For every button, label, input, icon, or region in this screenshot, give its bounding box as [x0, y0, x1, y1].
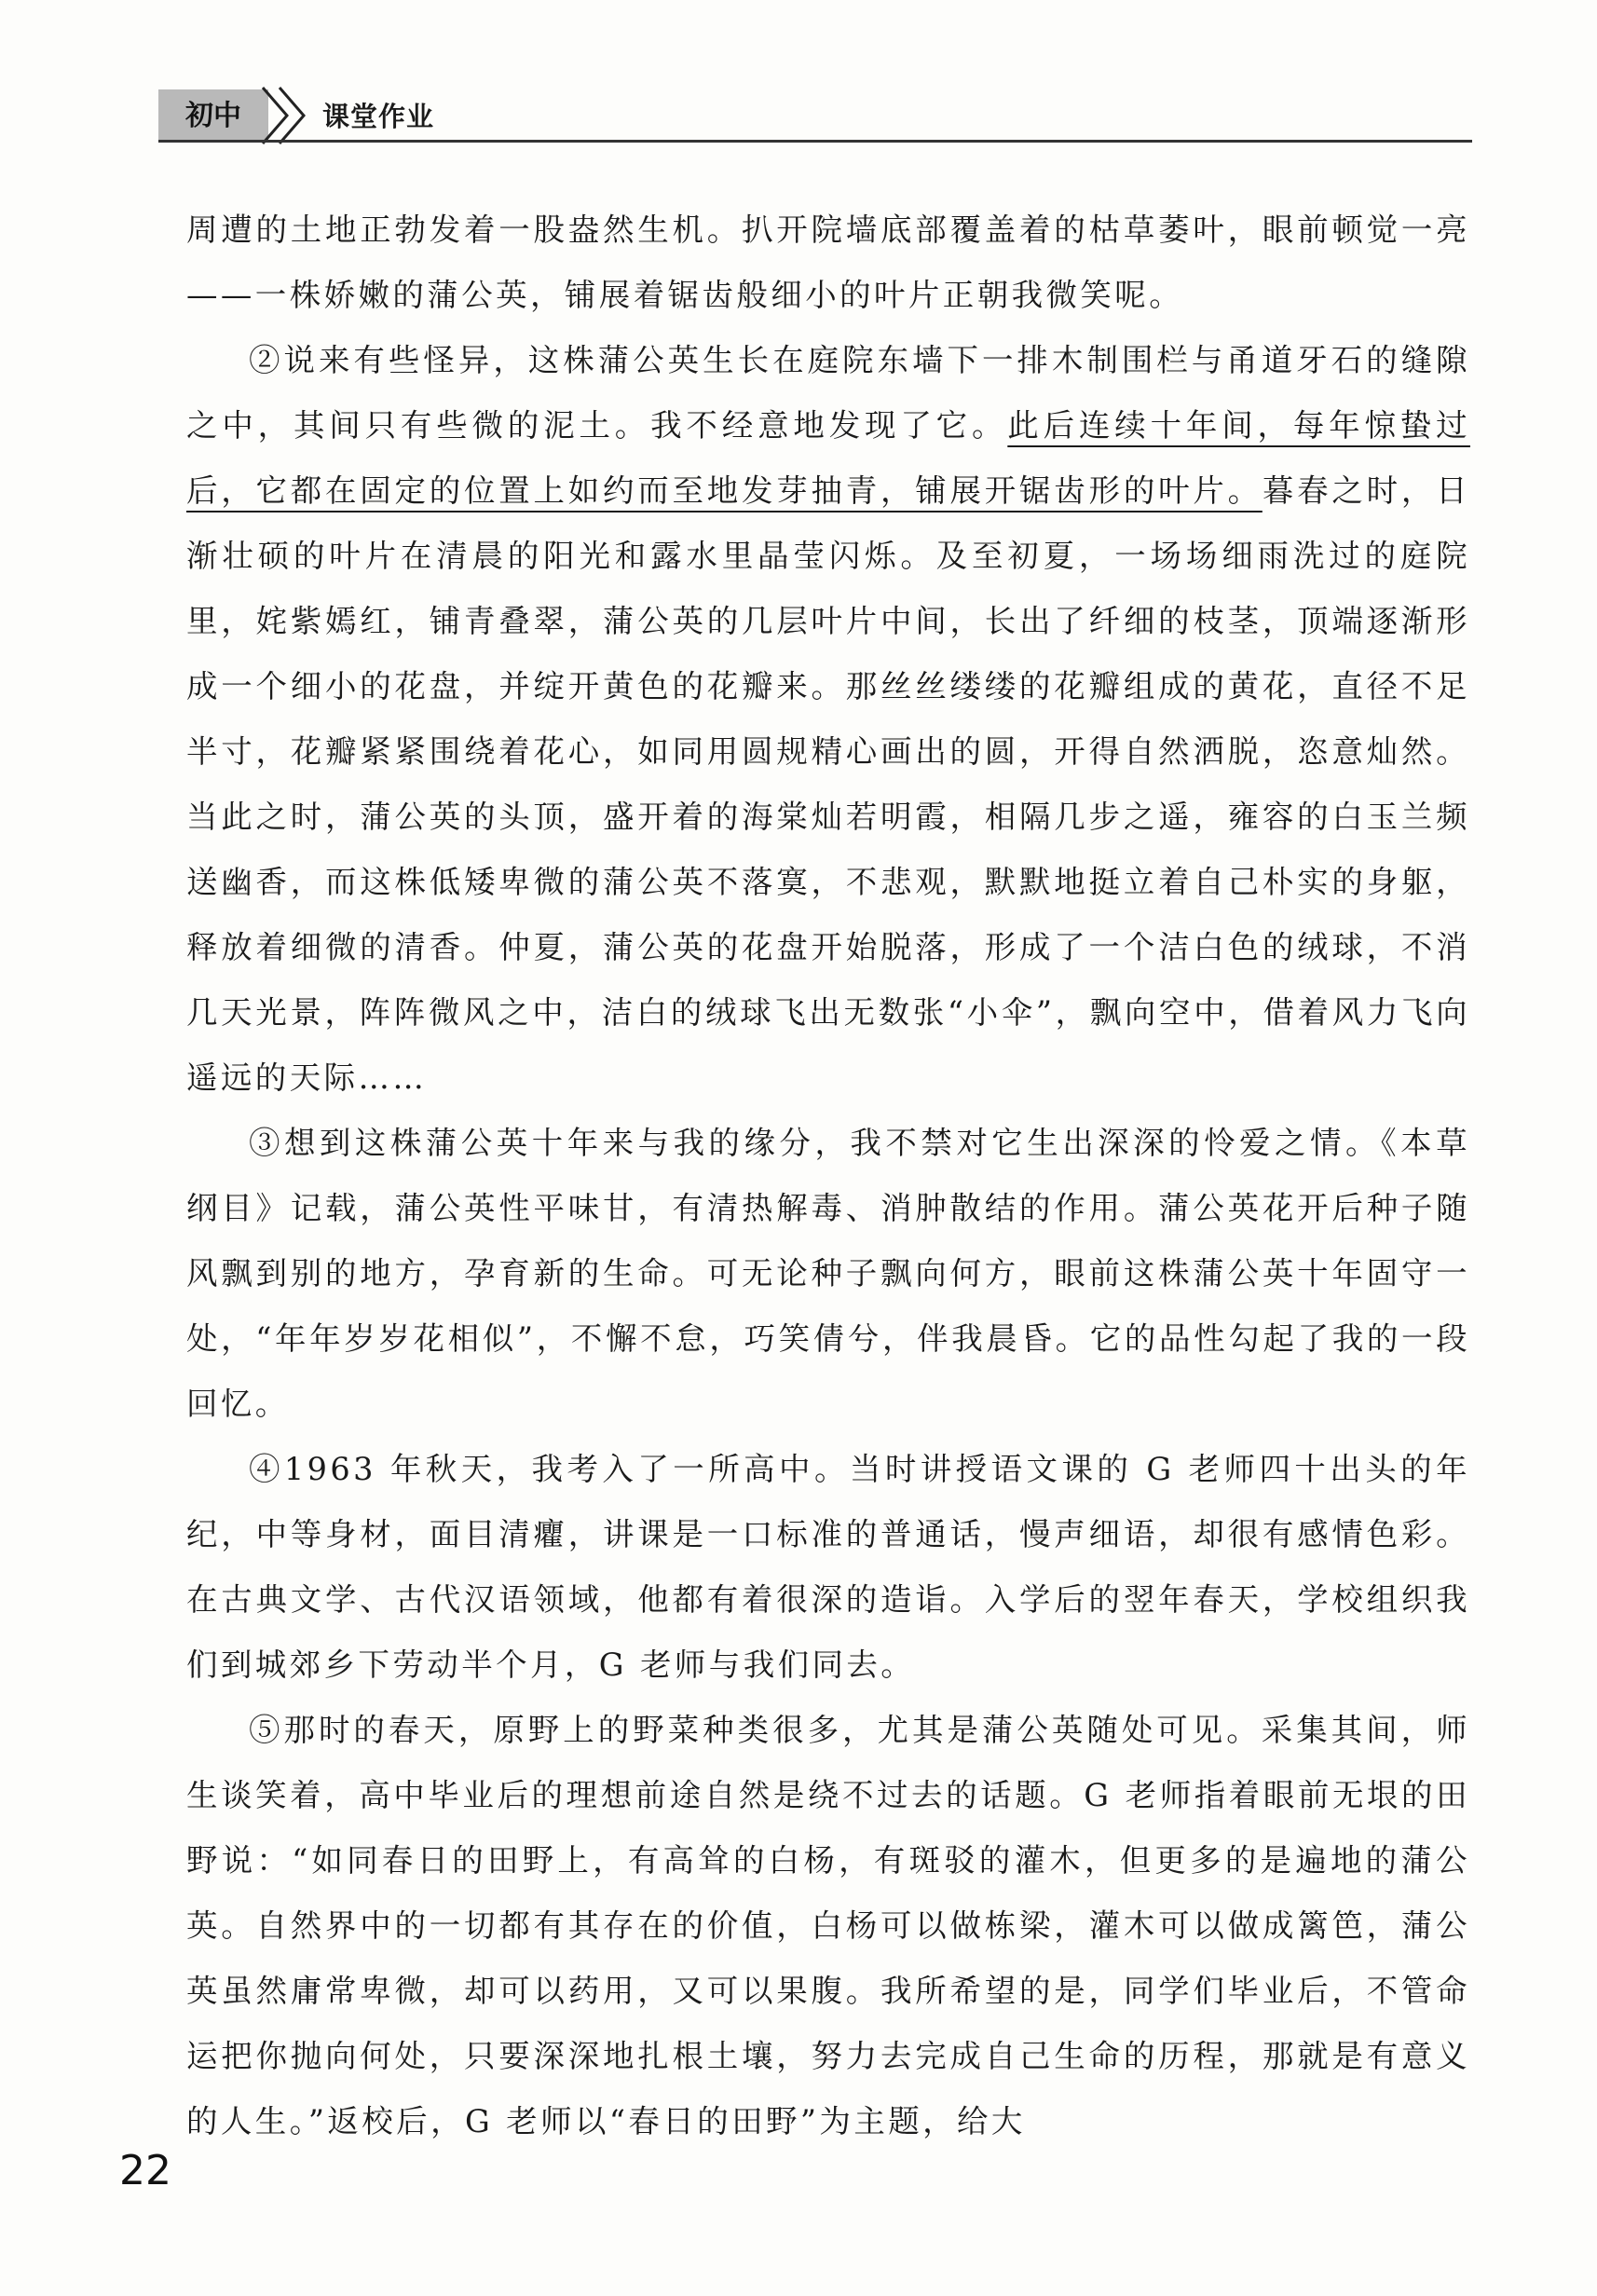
grade-label: 初中 — [158, 89, 268, 142]
paragraph-5: ⑤那时的春天，原野上的野菜种类很多，尤其是蒲公英随处可见。采集其间，师生谈笑着，高中毕业后的理想前途自然是绕不过去的话题。G 老师指着眼前无垠的田野说：“如同春日的田野上，有高耸的白杨，有斑驳的灌木，但更多的是遍地的蒲公英。自然界中的一切都有其存在的价值，白杨可以做栋梁，灌木可以做成篱笆，蒲公英虽然庸常卑微，却可以药用，又可以果腹。我所希望的是，同学们毕业后，不管命运把你抛向何处，只要深深地扎根土壤，努力去完成自己生命的历程，那就是有意义的人生。”返校后，G 老师以“春日的田野”为主题，给大 — [186, 1712, 1470, 2139]
page-number: 22 — [119, 2147, 171, 2194]
underlined-sentence: 此后连续十年间，每年惊蛰过后，它都在固定的位置上如约而至地发芽抽青，铺展开锯齿形的叶片。 — [186, 407, 1470, 509]
page-header — [158, 89, 1472, 142]
paragraph-2-text-b: 暮春之时，日渐壮硕的叶片在清晨的阳光和露水里晶莹闪烁。及至初夏，一场场细雨洗过的庭院里，姹紫嫣红，铺青叠翠，蒲公英的几层叶片中间，长出了纤细的枝茎，顶端逐渐形成一个细小的花盘，并绽开黄色的花瓣来。那丝丝缕缕的花瓣组成的黄花，直径不足半寸，花瓣紧紧围绕着花心，如同用圆规精心画出的圆，开得自然洒脱，恣意灿然。当此之时，蒲公英的头顶，盛开着的海棠灿若明霞，相隔几步之遥，雍容的白玉兰频送幽香，而这株低矮卑微的蒲公英不落寞，不悲观，默默地挺立着自己朴实的身躯，释放着细微的清香。仲夏，蒲公英的花盘开始脱落，形成了一个洁白色的绒球，不消几天光景，阵阵微风之中，洁白的绒球飞出无数张“小伞”，飘向空中，借着风力飞向遥远的天际…… — [186, 472, 1470, 1096]
paragraph-3: ③想到这株蒲公英十年来与我的缘分，我不禁对它生出深深的怜爱之情。《本草纲目》记载，蒲公英性平味甘，有清热解毒、消肿散结的作用。蒲公英花开后种子随风飘到别的地方，孕育新的生命。可无论种子飘向何方，眼前这株蒲公英十年固守一处，“年年岁岁花相似”，不懈不怠，巧笑倩兮，伴我晨昏。它的品性勾起了我的一段回忆。 — [186, 1125, 1470, 1422]
header-divider — [158, 140, 1472, 143]
paragraph-2 — [186, 328, 1470, 1111]
paragraph-4: ④1963 年秋天，我考入了一所高中。当时讲授语文课的 G 老师四十出头的年纪，中等身材，面目清癯，讲课是一口标准的普通话，慢声细语，却很有感情色彩。在古典文学、古代汉语领域，他都有着很深的造诣。入学后的翌年春天，学校组织我们到城郊乡下劳动半个月，G 老师与我们同去。 — [186, 1451, 1470, 1683]
section-title: 课堂作业 — [322, 101, 435, 132]
paragraph-continued: 周遭的土地正勃发着一股盎然生机。扒开院墙底部覆盖着的枯草萎叶，眼前顿觉一亮——一株娇嫩的蒲公英，铺展着锯齿般细小的叶片正朝我微笑呢。 — [186, 212, 1470, 313]
article-body — [186, 198, 1470, 2154]
paragraph-2-text-a: ②说来有些怪异，这株蒲公英生长在庭院东墙下一排木制围栏与甬道牙石的缝隙之中，其间只有些微的泥土。我不经意地发现了它。 — [186, 342, 1470, 444]
